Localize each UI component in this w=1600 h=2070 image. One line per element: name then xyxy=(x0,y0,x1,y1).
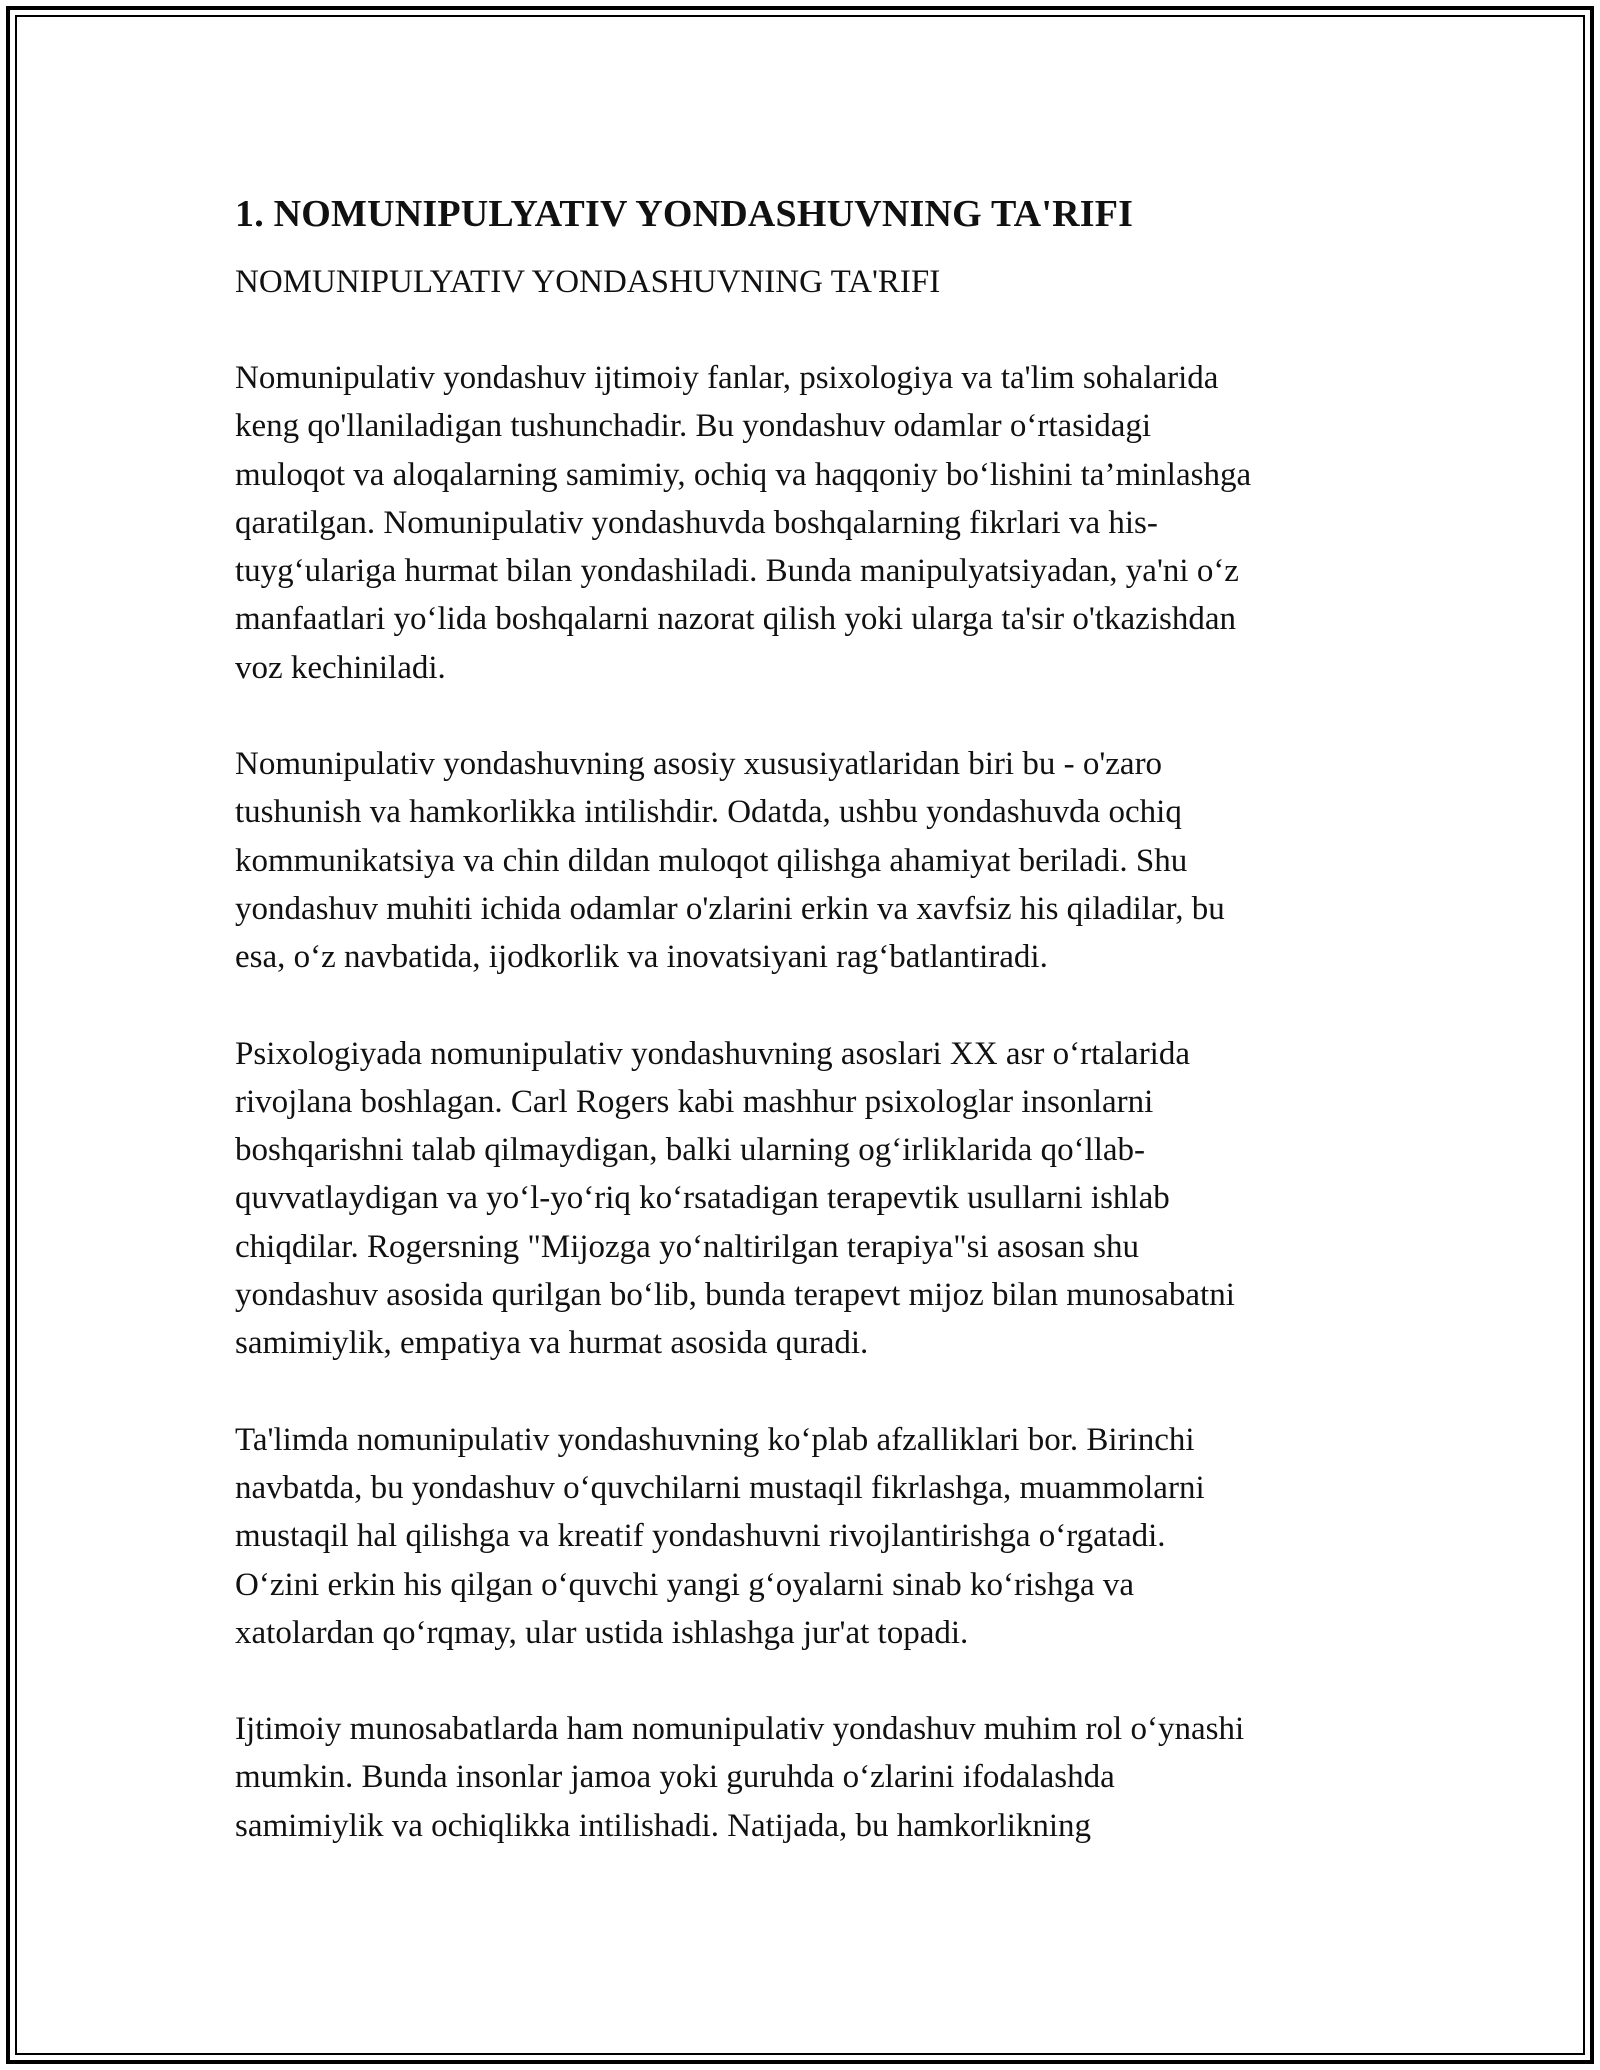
paragraph-line: tuyg‘ulariga hurmat bilan yondashiladi. Bunda manipulyatsiyadan, ya'ni o‘z xyxy=(235,553,1239,590)
paragraph-line: boshqarishni talab qilmaydigan, balki ularning og‘irliklarida qo‘llab- xyxy=(235,1132,1146,1169)
paragraph-line: samimiylik, empatiya va hurmat asosida quradi. xyxy=(235,1325,869,1362)
paragraph-line: quvvatlaydigan va yo‘l-yo‘riq ko‘rsatadigan terapevtik usullarni ishlab xyxy=(235,1180,1170,1217)
paragraph-line: yondashuv muhiti ichida odamlar o'zlarini erkin va xavfsiz his qiladilar, bu xyxy=(235,890,1225,927)
paragraph-line: xatolardan qo‘rqmay, ular ustida ishlashga jur'at topadi. xyxy=(235,1614,969,1651)
paragraph-line: qaratilgan. Nomunipulativ yondashuvda boshqalarning fikrlari va his- xyxy=(235,504,1158,541)
paragraph-line: samimiylik va ochiqlikka intilishadi. Natijada, bu hamkorlikning xyxy=(235,1807,1092,1844)
paragraph-line: yondashuv asosida qurilgan bo‘lib, bunda terapevt mijoz bilan munosabatni xyxy=(235,1277,1235,1314)
paragraph-line: Ta'limda nomunipulativ yondashuvning ko‘plab afzalliklari bor. Birinchi xyxy=(235,1421,1195,1458)
document-page xyxy=(235,188,1375,1850)
paragraph-line: mumkin. Bunda insonlar jamoa yoki guruhda o‘zlarini ifodalashda xyxy=(235,1759,1115,1796)
paragraph-5 xyxy=(235,1705,1375,1850)
paragraph-line: muloqot va aloqalarning samimiy, ochiq va haqqoniy bo‘lishini ta’minlashga xyxy=(235,456,1252,493)
paragraph-line: Nomunipulativ yondashuv ijtimoiy fanlar, psixologiya va ta'lim sohalarida xyxy=(235,360,1219,396)
paragraph-line: Psixologiyada nomunipulativ yondashuvning asoslari XX asr o‘rtalarida xyxy=(235,1035,1191,1072)
paragraph-1 xyxy=(235,354,1375,692)
paragraph-line: Nomunipulativ yondashuvning asosiy xususiyatlaridan biri bu - o'zaro xyxy=(235,746,1163,783)
paragraph-line: esa, o‘z navbatida, ijodkorlik va inovatsiyani rag‘batlantiradi. xyxy=(235,939,1048,976)
section-heading: 1. NOMUNIPULYATIV YONDASHUVNING TA'RIFI xyxy=(235,193,1134,235)
paragraph-line: O‘zini erkin his qilgan o‘quvchi yangi g‘oyalarni sinab ko‘rishga va xyxy=(235,1566,1135,1603)
paragraph-2 xyxy=(235,740,1375,981)
paragraph-line: Ijtimoiy munosabatlarda ham nomunipulativ yondashuv muhim rol o‘ynashi xyxy=(235,1711,1245,1748)
paragraph-3 xyxy=(235,1030,1375,1368)
paragraph-line: kommunikatsiya va chin dildan muloqot qilishga ahamiyat beriladi. Shu xyxy=(235,842,1188,879)
paragraph-line: navbatda, bu yondashuv o‘quvchilarni mustaqil fikrlashga, muammolarni xyxy=(235,1469,1205,1506)
paragraph-line: voz kechiniladi. xyxy=(235,649,446,686)
paragraph-line: tushunish va hamkorlikka intilishdir. Odatda, ushbu yondashuvda ochiq xyxy=(235,794,1182,831)
paragraph-line: rivojlana boshlagan. Carl Rogers kabi mashhur psixologlar insonlarni xyxy=(235,1083,1154,1120)
paragraph-line: chiqdilar. Rogersning "Mijozga yo‘naltirilgan terapiya"si asosan shu xyxy=(235,1228,1140,1265)
section-subheading: NOMUNIPULYATIV YONDASHUVNING TA'RIFI xyxy=(235,264,941,300)
paragraph-line: keng qo'llaniladigan tushunchadir. Bu yondashuv odamlar o‘rtasidagi xyxy=(235,408,1152,445)
paragraph-4 xyxy=(235,1416,1375,1657)
paragraph-line: manfaatlari yo‘lida boshqalarni nazorat qilish yoki ularga ta'sir o'tkazishdan xyxy=(235,601,1236,638)
paragraph-line: mustaqil hal qilishga va kreatif yondashuvni rivojlantirishga o‘rgatadi. xyxy=(235,1518,1166,1555)
